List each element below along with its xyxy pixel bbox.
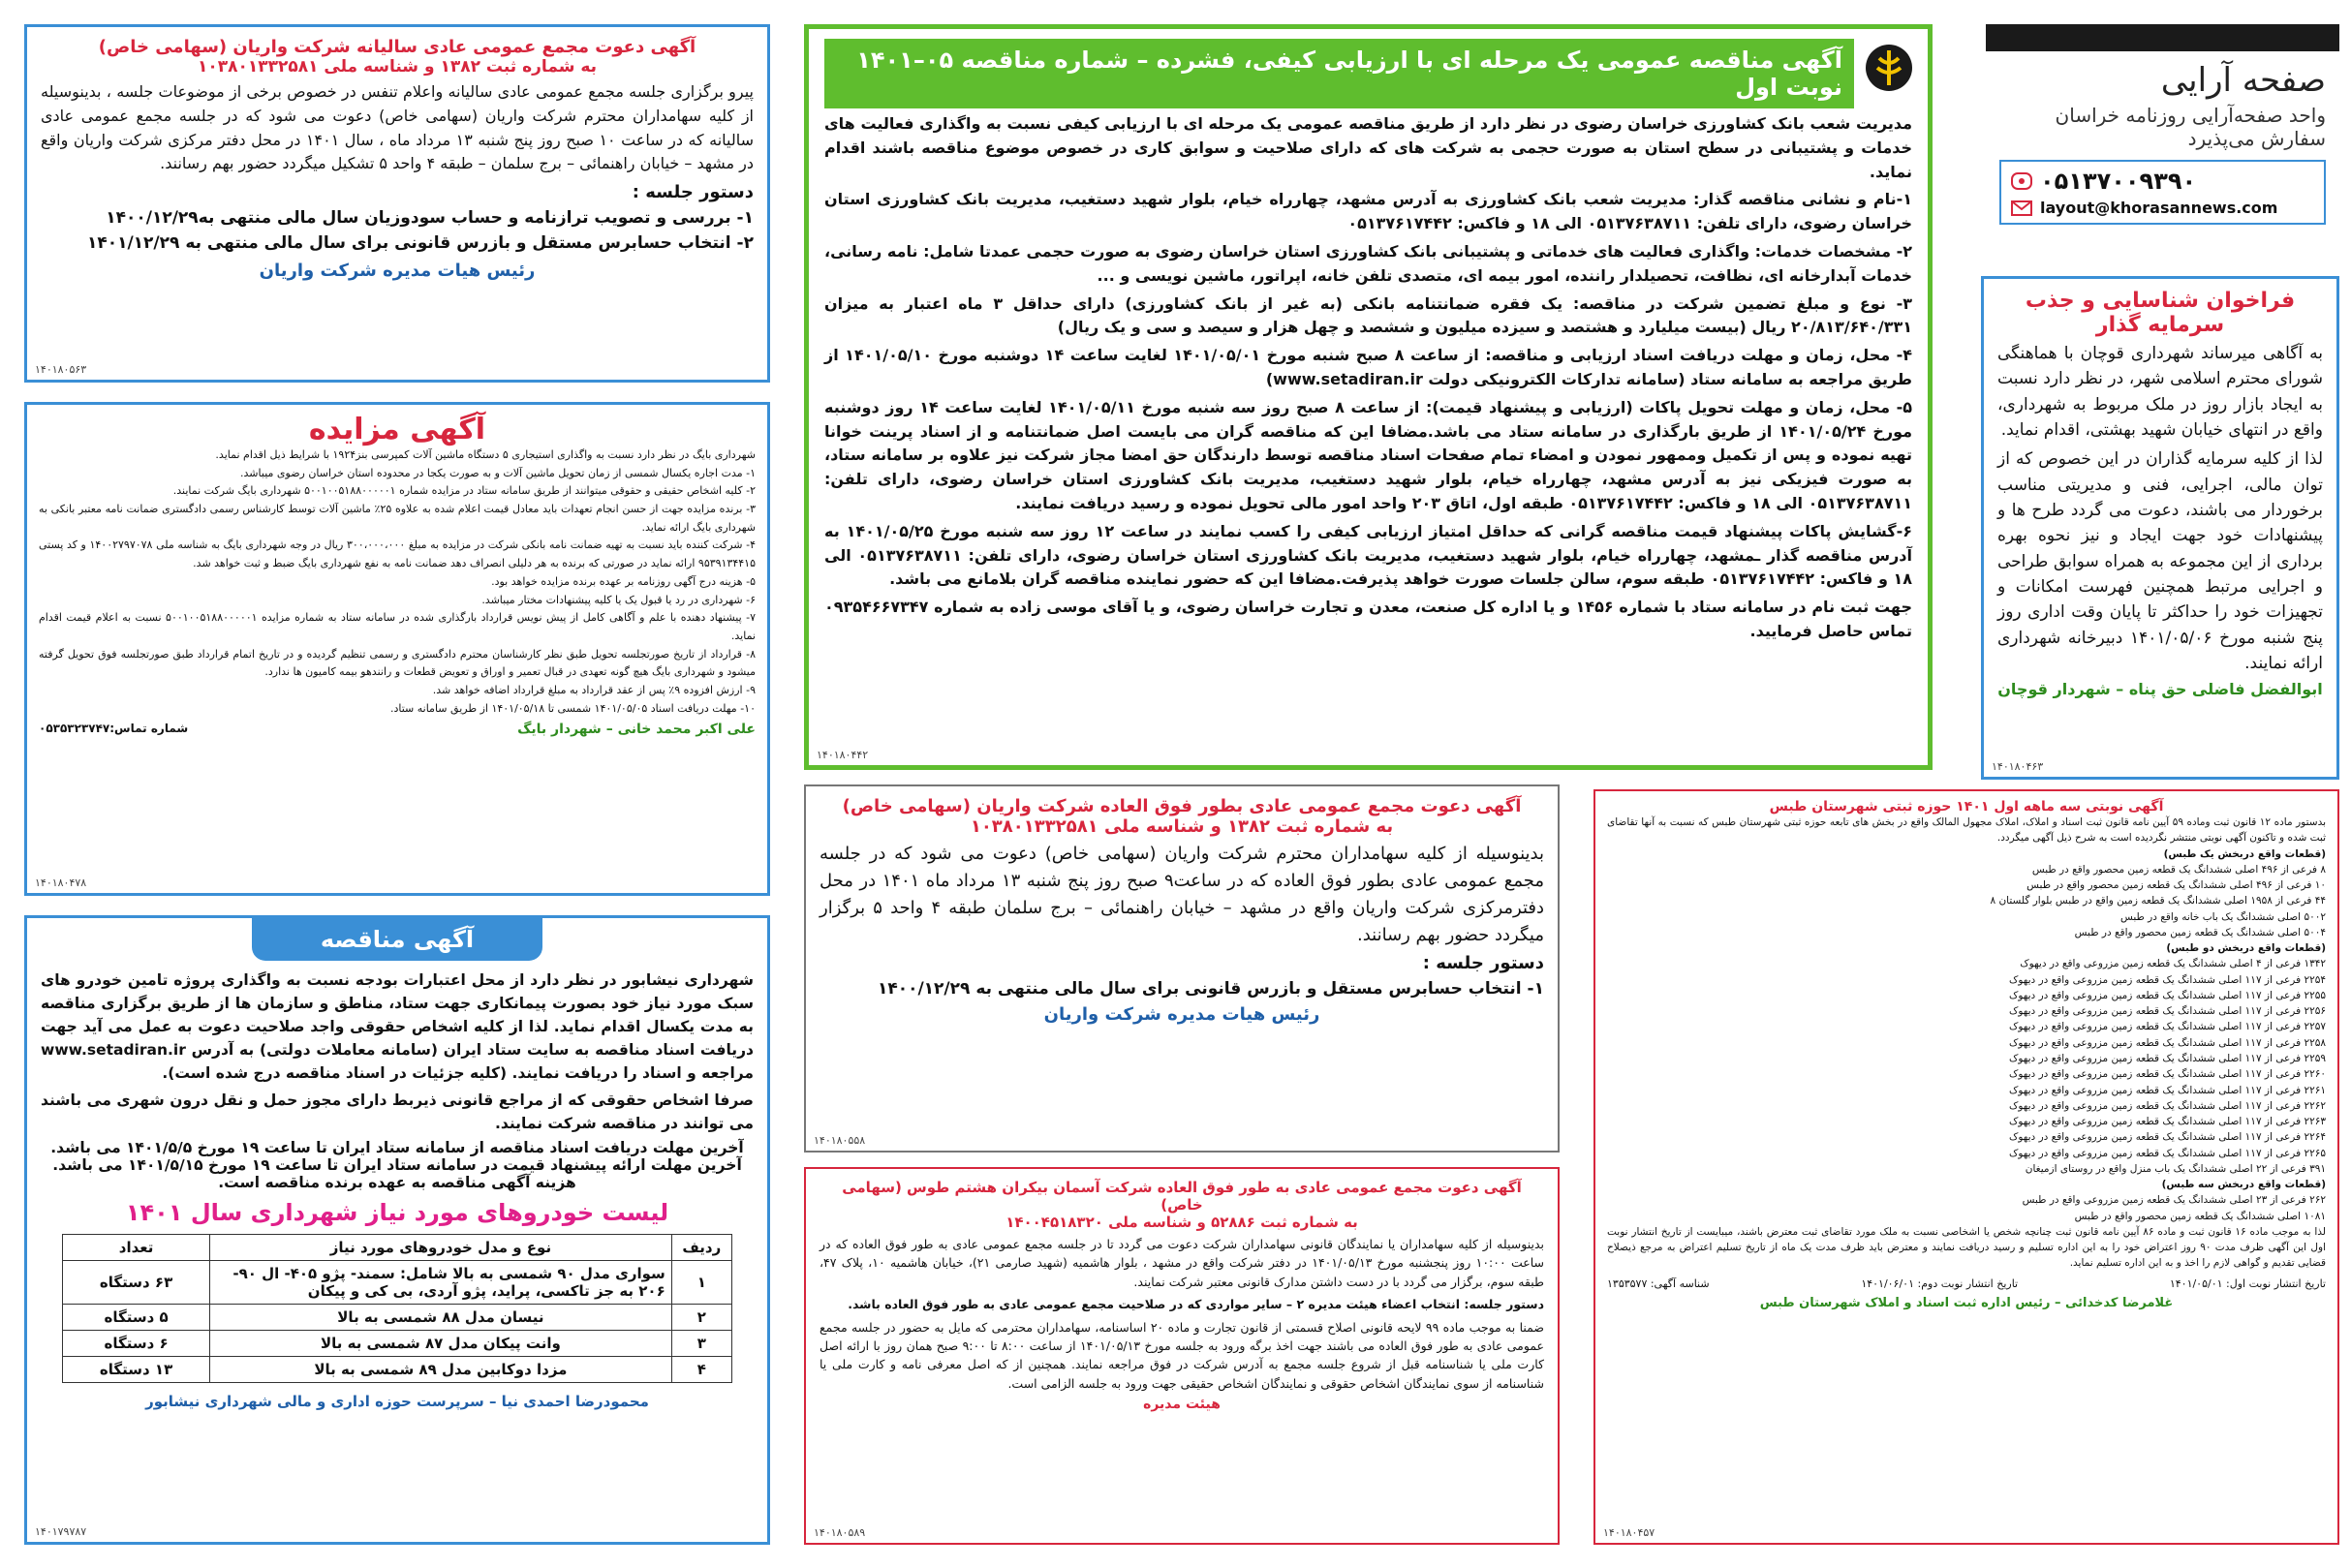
auction-line-6: ۶- شهرداری در رد یا قبول یک یا کلیه پیشنهادات مختار میباشد. [481, 593, 756, 606]
bank-logo-icon [1864, 43, 1914, 93]
aseman-ad [804, 1167, 1560, 1545]
phone-icon [2011, 170, 2032, 192]
auction-ad [24, 402, 770, 896]
neyshabur-tab [252, 918, 542, 961]
table-cell: ۶۳ دستگاه [63, 1261, 210, 1305]
list-item: ۱۰۸۱ اصلی ششدانگ یک قطعه زمین محصور واقع در طبس [2074, 1210, 2326, 1222]
list-item: ۱۳۴۲ فرعی از ۴ اصلی ششدانگ یک قطعه زمین مزروعی واقع در دیهوک [2020, 958, 2326, 970]
variyan-annual-title: آگهی دعوت مجمع عمومی عادی سالیانه شرکت واریان (سهامی خاص) [98, 37, 696, 57]
layout-ad-email[interactable]: layout@khorasannews.com [2040, 199, 2278, 217]
bank-footer: جهت ثبت نام در سامانه ستاد با شماره ۱۴۵۶ و یا اداره کل صنعت، معدن و تجارت خراسان رضوی، و یا آقای موسی زاده به شماره ۰۹۳۵۴۶۶۷۳۴۷ تماس حاصل فرمایید. [824, 598, 1912, 640]
investment-body-1: به آگاهی میرساند شهرداری قوچان با هماهنگی شورای محترم اسلامی شهر، در نظر دارد نسبت به ایجاد بازار روز در ملک مربوط به شهرداری، واقع در انتهای خیابان شهید بهشتی، اقدام نماید. [1997, 344, 2323, 441]
auction-intro: شهرداری بایگ در نظر دارد نسبت به واگذاری استیجاری ۵ دستگاه ماشین آلات کمپرسی بنز۱۹۲۴ با شرایط ذیل اقدام نماید. [215, 448, 756, 461]
list-item: ۵۰۰۲ اصلی ششدانگ یک باب خانه واقع در طبس [2119, 910, 2326, 923]
layout-ad-brand: صفحه آرایی [2160, 61, 2326, 100]
neyshabur-tender-ad [24, 915, 770, 1545]
aseman-body: بدینوسیله از کلیه سهامداران یا نمایندگان قانونی سهامداران شرکت دعوت می گردد تا در جلسه مجمع عمومی عادی به طور فوق العاده که در ساعت ۱۰:۰۰ روز پنجشنبه مورخ ۱۴۰۱/۰۵/۱۳ در دفتر شرکت واقع در مشهد ، بلوار هاشمیه (شهید صارمی ۲۱)، خیابان هاشمیه ۱۰، پلاک ۴۷، طبقه سوم، برگزار می گردد با در دست داشتن مدارک قانونی معتبر شرکت نمایند. [820, 1237, 1545, 1289]
table-cell: ۳ [671, 1331, 731, 1357]
variyan-annual-ad [24, 24, 770, 383]
tabas-section-3: (قطعات واقع دربخش سه طبس) [2161, 1179, 2326, 1191]
investment-signature: ابوالفضل فاضلی حق پناه – شهردار قوچان [1997, 680, 2323, 699]
layout-ad-header-bar [1986, 24, 2339, 51]
table-cell: سواری مدل ۹۰ شمسی به بالا شامل: سمند- پژو ۴۰۵- ال ۹۰- ۲۰۶ به جز تاکسی، پراید، پژو آردی، بی کی و پیکان [210, 1261, 672, 1305]
variyan-extra-code: ۱۴۰۱۸۰۵۵۸ [814, 1134, 866, 1147]
table-cell: مزدا دوکابین مدل ۸۹ شمسی به بالا [210, 1357, 672, 1383]
bank-code: ۱۴۰۱۸۰۴۴۲ [817, 749, 869, 761]
table-cell: وانت پیکان مدل ۸۷ شمسی به بالا [210, 1331, 672, 1357]
list-item: ۲۲۶۱ فرعی از ۱۱۷ اصلی ششدانگ یک قطعه زمین مزروعی واقع در دیهوک [2008, 1084, 2326, 1096]
tabas-date-2: تاریخ انتشار نوبت دوم: ۱۴۰۱/۰۶/۰۱ [1861, 1276, 2019, 1290]
list-item: ۲۲۶۰ فرعی از ۱۱۷ اصلی ششدانگ یک قطعه زمین مزروعی واقع در دیهوک [2008, 1068, 2326, 1081]
bank-item-6: ۶-گشایش پاکات پیشنهاد قیمت مناقصه گرانی که حداقل امتیاز ارزیابی کیفی را کسب نمایند در ساعت ۱۲ روز سه شنبه مورخ ۱۴۰۱/۰۵/۲۵ به آدرس مناقصه گذار ـمشهد، چهارراه خیام، بلوار شهید دستغیب، مدیریت بانک کشاورزی استان خراسان رضوی، دارای تلفن: ۰۵۱۳۷۶۳۸۷۱۱ الی ۱۸ و فاکس: ۰۵۱۳۷۶۱۷۴۴۲ طبقه سوم، سالن جلسات صورت خواهد پذیرفت.مضافا این که حضور نماینده مناقصه گران بلامانع می باشد. [824, 521, 1913, 589]
auction-line-5: ۵- هزینه درج آگهی روزنامه بر عهده برنده مزایده خواهد بود. [491, 574, 756, 588]
neyshabur-deadline-1: آخرین مهلت دریافت اسناد مناقصه از سامانه ستاد ایران تا ساعت ۱۹ مورخ ۱۴۰۱/۵/۵ می باشد. [50, 1139, 744, 1157]
variyan-extra-reg: به شماره ثبت ۱۳۸۲ و شناسه ملی ۱۰۳۸۰۱۳۳۲۵۸۱ [970, 816, 1394, 837]
list-item: ۲۲۵۹ فرعی از ۱۱۷ اصلی ششدانگ یک قطعه زمین مزروعی واقع در دیهوک [2008, 1052, 2326, 1064]
bank-item-3: ۳- نوع و مبلغ تضمین شرکت در مناقصه: یک فقره ضمانتنامه بانکی (به غیر از بانک کشاورزی) دارای حداقل ۳ ماه اعتبار به میزان ۲۰/۸۱۳/۶۴۰/۳۳۱ ریال (بیست میلیارد و هشتصد و سیزده میلیون و ششصد و چهل هزار و سیصد و سی و یک ریال) [824, 293, 1912, 337]
auction-line-9: ۹- ارزش افزوده ۹٪ پس از عقد قرارداد به مبلغ قرارداد اضافه خواهد شد. [432, 683, 756, 696]
neyshabur-note: صرفا اشخاص حقوقی که از مراجع قانونی ذیربط دارای مجوز حمل و نقل درون شهری می باشند می توانند در مناقصه شرکت نمایند. [41, 1091, 754, 1133]
auction-line-8: ۸- قرارداد از تاریخ صورتجلسه تحویل طبق نظر کارشناسان محترم دادگستری و رسمی تنظیم گردیده و در تاریخ اتمام قرارداد طبق صورتجلسه فوق تحویل گرفته میشود و شهرداری بایگ هیچ گونه تعهدی در قبال تعمیر و اوراق و تعویض قطعات و رانندهو بیمه کامیون ها ندارد. [39, 647, 756, 679]
table-header: تعداد [63, 1235, 210, 1261]
table-cell: ۴ [671, 1357, 731, 1383]
bank-title-bar [824, 39, 1854, 108]
table-cell: ۱ [671, 1261, 731, 1305]
table-row [63, 1305, 732, 1331]
layout-ad-line1: واحد صفحه‌آرایی روزنامه خراسان [2055, 104, 2326, 127]
neyshabur-list-title: لیست خودروهای مورد نیاز شهرداری سال ۱۴۰۱ [125, 1199, 669, 1227]
table-row [63, 1357, 732, 1383]
list-item: ۲۲۵۶ فرعی از ۱۱۷ اصلی ششدانگ یک قطعه زمین مزروعی واقع در دیهوک [2008, 1005, 2326, 1018]
list-item: ۲۲۶۳ فرعی از ۱۱۷ اصلی ششدانگ یک قطعه زمین مزروعی واقع در دیهوک [2008, 1116, 2326, 1128]
neyshabur-vehicle-table [62, 1234, 732, 1383]
list-item: ۳۹۱ فرعی از ۲۲ اصلی ششدانگ یک باب منزل واقع در روستای ازمیغان [2025, 1162, 2326, 1175]
aseman-code: ۱۴۰۱۸۰۵۸۹ [814, 1526, 866, 1539]
table-row [63, 1331, 732, 1357]
auction-line-3: ۳- برنده مزایده جهت از حسن انجام تعهدات باید معادل قیمت اعلام شده به علاوه ۲۵٪ ماشین آلات توسط کارشناس رسمی دادگستری ضمانت نامه معتبر بانکی به شهرداری بایگ ارائه نماید. [39, 503, 756, 534]
tabas-signature: غلامرضا کدخدائی – رئیس اداره ثبت اسناد و املاک شهرستان طبس [1759, 1295, 2174, 1310]
layout-ad-line2: سفارش می‌پذیرد [2187, 127, 2326, 150]
bank-tender-ad [804, 24, 1933, 770]
aseman-title: آگهی دعوت مجمع عمومی عادی به طور فوق العاده شرکت آسمان بیکران هشتم طوس (سهامی خاص) [842, 1179, 1522, 1214]
aseman-body-2: ضمنا به موجب ماده ۹۹ لایحه قانونی اصلاح قسمتی از قانون تجارت و ماده ۲۰ اساسنامه، سهامداران محترمی که مایل به حضور در جلسه مجمع عمومی عادی به طور فوق العاده می باشند جهت اخذ برگه ورود به جلسه مورخ ۱۴۰۱/۰۵/۱۳ از ساعت ۸:۰۰ تا ۹:۰۰ صبح همان روز با ارائه اصل کارت ملی یا شناسنامه قبل از شروع جلسه مجمع به آدرس شرکت در فوق مراجعه نمایند. همچنین از که اصل معرفی نامه و کارت ملی یا شناسنامه از سوی نمایندگان اشخاص حقوقی و نمایندگان اشخاص حقیقی جهت ورود به جلسه الزامی است. [820, 1319, 1545, 1391]
auction-line-10: ۱۰- مهلت دریافت اسناد ۱۴۰۱/۰۵/۰۵ شمسی تا ۱۴۰۱/۰۵/۱۸ از طریق سامانه ستاد. [389, 701, 756, 715]
tabas-code: ۱۴۰۱۸۰۴۵۷ [1603, 1526, 1655, 1539]
variyan-annual-code: ۱۴۰۱۸۰۵۶۳ [35, 363, 87, 376]
variyan-annual-agenda-1: ۱- بررسی و تصویب ترازنامه و حساب سودوزیان سال مالی منتهی به۱۴۰۰/۱۲/۲۹ [106, 208, 754, 229]
bank-item-1: ۱-نام و نشانی مناقصه گذار: مدیریت شعب بانک کشاورزی به آدرس مشهد، چهارراه خیام، بلوار شهید دستغیب، مدیریت بانک کشاورزی استان خراسان رضوی، دارای تلفن: ۰۵۱۳۷۶۳۸۷۱۱ الی ۱۸ و فاکس: ۰۵۱۳۷۶۱۷۴۴۲ [824, 190, 1912, 233]
tabas-section-1: (قطعات واقع دربخش یک طبس) [2163, 847, 2326, 860]
table-cell: ۶ دستگاه [63, 1331, 210, 1357]
auction-title: آگهی مزایده [308, 413, 486, 446]
investment-call-ad [1981, 276, 2339, 780]
bank-title: آگهی مناقصه عمومی یک مرحله ای با ارزیابی کیفی، فشرده – شماره مناقصه ۰۵–۱۴۰۱ نوبت اول [856, 46, 1842, 101]
bank-intro: مدیریت شعب بانک کشاورزی خراسان رضوی در نظر دارد از طریق مناقصه عمومی یک مرحله ای با ارزیابی کیفی نسبت به واگذاری فعالیت های خدمات و پشتیبانی در سطح استان به صورت حجمی به شرکت های که دارای صلاحیت و سوابق کاری در خصوص موضوع مناقصه باشند اقدام نماید. [824, 114, 1912, 181]
variyan-extra-ad [804, 784, 1560, 1153]
layout-ad-contact-box [1999, 160, 2326, 225]
variyan-extra-signature: رئیس هیات مدیره شرکت واریان [1043, 1003, 1320, 1025]
investment-code: ۱۴۰۱۸۰۴۶۳ [1992, 760, 2044, 773]
table-header: نوع و مدل خودروهای مورد نیاز [210, 1235, 672, 1261]
mail-icon [2011, 200, 2032, 216]
auction-line-1: ۱- مدت اجاره یکسال شمسی از زمان تحویل ماشین آلات و به صورت یکجا در محدوده استان خراسان رضوی میباشد. [240, 466, 756, 479]
list-item: ۲۲۵۷ فرعی از ۱۱۷ اصلی ششدانگ یک قطعه زمین مزروعی واقع در دیهوک [2008, 1021, 2326, 1033]
aseman-reg: به شماره ثبت ۵۲۸۸۶ و شناسه ملی ۱۴۰۰۴۵۱۸۳۲۰ [1005, 1214, 1358, 1231]
tabas-date-1: تاریخ انتشار نوبت اول: ۱۴۰۱/۰۵/۰۱ [2169, 1276, 2326, 1290]
tabas-section-2: (قطعات واقع دربخش دو طبس) [2166, 942, 2326, 955]
variyan-extra-agenda-title: دستور جلسه : [1422, 952, 1544, 973]
neyshabur-deadline-2: آخرین مهلت ارائه پیشنهاد قیمت در سامانه ستاد ایران تا ساعت ۱۹ مورخ ۱۴۰۱/۵/۱۵ می باشد. [52, 1156, 742, 1175]
aseman-agenda: دستور جلسه: انتخاب اعضاء هیئت مدیره ۲ – سایر مواردی که در صلاحیت مجمع عمومی عادی به طور فوق العاده باشد. [848, 1297, 1544, 1312]
list-item: ۱۰ فرعی از ۴۹۶ اصلی ششدانگ یک قطعه زمین محصور واقع در طبس [2026, 879, 2326, 892]
auction-signature: علی اکبر محمد خانی – شهردار بایگ [517, 722, 756, 738]
variyan-annual-agenda-2: ۲- انتخاب حسابرس مستقل و بازرس قانونی برای سال مالی منتهی به ۱۴۰۱/۱۲/۲۹ [86, 233, 754, 254]
table-header-row [63, 1235, 732, 1261]
list-item: ۲۶۲ فرعی از ۲۳ اصلی ششدانگ یک قطعه زمین مزروعی واقع در طبس [2022, 1194, 2326, 1207]
list-item: ۲۲۵۸ فرعی از ۱۱۷ اصلی ششدانگ یک قطعه زمین مزروعی واقع در دیهوک [2008, 1036, 2326, 1049]
list-item: ۴۴ فرعی از ۱۹۵۸ اصلی ششدانگ یک قطعه زمین واقع در طبس بلوار گلستان ۸ [1990, 895, 2326, 907]
list-item: ۲۲۵۵ فرعی از ۱۱۷ اصلی ششدانگ یک قطعه زمین مزروعی واقع در دیهوک [2008, 989, 2326, 1001]
bank-item-5: ۵- محل، زمان و مهلت تحویل پاکات (ارزیابی و پیشنهاد قیمت): از ساعت ۸ صبح روز سه شنبه مورخ ۱۴۰۱/۰۵/۱۱ لغایت ساعت ۱۴ روز دوشنبه مورخ ۱۴۰۱/۰۵/۲۴ از طریق بارگذاری در سامانه ستاد می باشد.مضافا این که مناقصه گران می بایست اصل ضمانتنامه و از اسناد پرینت خوانا تهیه نموده و پس از تکمیل وممهور نمودن و امضاء تمام صفحات اسناد مناقصه توسط دارندگان حق امضا مجاز شرکت نیز علاوه بر سامانه ستاد، به صورت فیزیکی نیز به آدرس مشهد، چهارراه خیام، بلوار شهید دستغیب، مدیریت بانک کشاورزی استان خراسان رضوی، دارای تلفن: ۰۵۱۳۷۶۳۸۷۱۱ الی ۱۸ و فاکس: ۰۵۱۳۷۶۱۷۴۴۲ طبقه اول، اتاق ۲۰۳ واحد امور مالی تحویل نموده و رسید دریافت نمایند. [824, 397, 1913, 512]
list-item: ۲۲۶۵ فرعی از ۱۱۷ اصلی ششدانگ یک قطعه زمین مزروعی واقع در دیهوک [2008, 1147, 2326, 1159]
table-row [63, 1261, 732, 1305]
table-cell: ۲ [671, 1305, 731, 1331]
variyan-annual-reg: به شماره ثبت ۱۳۸۲ و شناسه ملی ۱۰۳۸۰۱۳۳۲۵۸۱ [197, 57, 598, 77]
layout-ad-phone[interactable]: ۰۵۱۳۷۰۰۹۳۹۰ [2040, 168, 2197, 195]
variyan-annual-body: پیرو برگزاری جلسه مجمع عمومی عادی سالیانه واعلام تنفس در خصوص برخی از موضوعات جلسه ، بدینوسیله از کلیه سهامداران محترم شرکت واریان (سهامی خاص) دعوت می شود که در جلسه مجمع عمومی عادی سالیانه که در ساعت ۱۰ صبح روز پنج شنبه ۱۳ مرداد ماه ، سال ۱۴۰۱ در محل دفتر مرکزی شرکت واریان واقع در مشهد – خیابان راهنمائی – برج سلمان – طبقه ۴ واحد ۵ تشکیل میگردد حضور بهم رسانند. [41, 82, 755, 173]
neyshabur-code: ۱۴۰۱۷۹۷۸۷ [35, 1525, 87, 1538]
list-item: ۲۲۶۴ فرعی از ۱۱۷ اصلی ششدانگ یک قطعه زمین مزروعی واقع در دیهوک [2008, 1131, 2326, 1144]
neyshabur-cost: هزینه آگهی مناقصه به عهده برنده مناقصه است. [218, 1174, 576, 1192]
table-cell: ۵ دستگاه [63, 1305, 210, 1331]
auction-phone: شماره تماس:۰۵۳۵۳۲۳۷۴۷ [39, 722, 189, 736]
variyan-annual-signature: رئیس هیات مدیره شرکت واریان [259, 261, 536, 282]
bank-item-2: ۲- مشخصات خدمات: واگذاری فعالیت های خدماتی و پشتیبانی بانک کشاورزی استان خراسان رضوی به صورت حجمی عمدتا شامل: نامه رسانی، خدمات آبدارخانه ای، نظافت، تحصیلدار راننده، امور بیمه ای، متصدی تلفن خانه، اپراتور، ماشین نویسی و ... [824, 241, 1912, 285]
tabas-title: آگهی نوبتی سه ماهه اول ۱۴۰۱ حوزه ثبتی شهرستان طبس [1769, 799, 2164, 815]
list-item: ۸ فرعی از ۴۹۶ اصلی ششدانگ یک قطعه زمین محصور واقع در طبس [2031, 863, 2326, 876]
neyshabur-tab-label: آگهی مناقصه [320, 926, 475, 953]
variyan-extra-title: آگهی دعوت مجمع عمومی عادی بطور فوق العاده شرکت واریان (سهامی خاص) [842, 796, 1522, 816]
auction-line-7: ۷- پیشنهاد دهنده با علم و آگاهی کامل از پیش نویس قرارداد بارگذاری شده در سامانه ستاد به شماره مزایده ۵۰۰۱۰۰۵۱۸۸۰۰۰۰۰۱ نسبت به اعلام قیمت اقدام نماید. [39, 611, 757, 642]
aseman-signature: هیئت مدیره [1143, 1397, 1221, 1412]
tabas-registry-ad [1593, 789, 2339, 1545]
auction-line-2: ۲- کلیه اشخاص حقیقی و حقوقی میتوانند از طریق سامانه ستاد در مزایده شماره ۵۰۰۱۰۰۵۱۸۸۰۰۰۰۰۱ شهرداری بایگ شرکت نمایند. [172, 484, 756, 498]
bank-item-4: ۴- محل، زمان و مهلت دریافت اسناد ارزیابی و مناقصه: از ساعت ۸ صبح شنبه مورخ ۱۴۰۱/۰۵/۰۱ لغایت ساعت ۱۴ دوشنبه مورخ ۱۴۰۱/۰۵/۱۰ از طریق مراجعه به سامانه ستاد (سامانه تدارکات الکترونیکی دولت www.setadiran.ir) [824, 346, 1913, 388]
table-cell: نیسان مدل ۸۸ شمسی به بالا [210, 1305, 672, 1331]
tabas-id: شناسه آگهی: ۱۳۵۳۵۷۷ [1607, 1276, 1710, 1290]
investment-title: فراخوان شناسایی و جذب سرمایه گذار [2025, 289, 2296, 337]
table-header: ردیف [671, 1235, 731, 1261]
auction-line-4: ۴- شرکت کننده باید نسبت به تهیه ضمانت نامه بانکی شرکت در مزایده به مبلغ ۳۰۰،۰۰۰،۰۰۰ ریال در وجه شهرداری بایگ به شناسه ملی ۱۴۰۰۲۷۹۷۰۷۸ و کد پستی ۹۵۳۹۱۳۴۴۱۵ ارائه نماید در صورتی که برنده به هر دلیلی انصراف دهد ضمانت نامه به نفع شهرداری بایگ ضبط و ثبت خواهد شد. [39, 538, 756, 570]
tabas-intro: بدستور ماده ۱۲ قانون ثبت وماده ۵۹ آیین نامه قانون ثبت اسناد و املاک، املاک مجهول المالک واقع در بخش های تابعه حوزه ثبتی شهرستان طبس که نسبت به آنها تقاضای ثبت شده و تاکنون آگهی نوبتی منتشر نگردیده است به شرح ذیل آگهی میگردد. [1607, 816, 2326, 845]
neyshabur-body: شهرداری نیشابور در نظر دارد از محل اعتبارات بودجه نسبت به واگذاری پروژه تامین خودرو های سبک مورد نیاز خود بصورت پیمانکاری جهت ستاد، مناطق و سازمان ها از طریق برگزاری مناقصه به مدت یکسال اقدام نماید. لذا از کلیه اشخاص حقوقی واجد صلاحیت دعوت به عمل می آید جهت دریافت اسناد مناقصه به سایت ستاد ایران (سامانه معاملات دولتی) به آدرس www.setadiran.ir مراجعه و اسناد را دریافت نمایند. (کلیه جزئیات در اسناد مناقصه درج شده است). [41, 971, 754, 1083]
tabas-closing: لذا به موجب ماده ۱۶ قانون ثبت و ماده ۸۶ آیین نامه قانون ثبت چنانچه شخص یا اشخاصی نسبت به ملک مورد تقاضای ثبت معترض باشند، میبایست از تاریخ انتشار نوبت اول این آگهی ظرف مدت ۹۰ روز اعتراض خود را به این اداره تسلیم و رسید دریافت نمایند و معترض باید ظرف مدت یک ماه از تاریخ تسلیم اعتراض به مرجع ذیصلاح قضایی تقدیم و گواهی لازم را اخذ و به این اداره تسلیم نماید. [1607, 1225, 2327, 1270]
auction-code: ۱۴۰۱۸۰۴۷۸ [35, 876, 87, 889]
list-item: ۵۰۰۴ اصلی ششدانگ یک قطعه زمین محصور واقع در طبس [2074, 926, 2326, 938]
variyan-extra-agenda-1: ۱- انتخاب حسابرس مستقل و بازرس قانونی برای سال مالی منتهی به ۱۴۰۰/۱۲/۲۹ [877, 978, 1544, 999]
variyan-extra-body: بدینوسیله از کلیه سهامداران محترم شرکت واریان (سهامی خاص) دعوت می شود که در جلسه مجمع عمومی عادی بطور فوق العاده که در ساعت۹ صبح روز پنج شنبه ۱۳ مرداد ماه ۱۴۰۱ در محل دفترمرکزی شرکت واریان واقع در مشهد – خیابان راهنمائی – برج سلمان طبقه ۴ واحد ۵ برگزار میگردد حضور بهم رسانند. [820, 844, 1544, 945]
variyan-annual-agenda-title: دستور جلسه : [632, 182, 754, 203]
layout-ad-box [1986, 24, 2339, 247]
list-item: ۲۲۶۲ فرعی از ۱۱۷ اصلی ششدانگ یک قطعه زمین مزروعی واقع در دیهوک [2008, 1099, 2326, 1112]
list-item: ۲۲۵۴ فرعی از ۱۱۷ اصلی ششدانگ یک قطعه زمین مزروعی واقع در دیهوک [2008, 973, 2326, 986]
investment-body-2: لذا از کلیه سرمایه گذاران در این خصوص که از توان مالی، اجرایی، فنی و مدیریتی مناسب برخوردار می باشند، دعوت می گردد طرح ها و پیشنهادات خود جهت ایجاد و نیز نحوه بهره برداری از این مجموعه به همراه سوابق طراحی و اجرایی مرتبط همچنین فهرست امکانات و تجهیزات خود را حداکثر تا پایان وقت اداری روز پنج شنبه مورخ ۱۴۰۱/۰۵/۰۶ دبیرخانه شهرداری ارائه نمایند. [1997, 449, 2323, 674]
table-cell: ۱۳ دستگاه [63, 1357, 210, 1383]
neyshabur-signature: محمودرضا احمدی نیا – سرپرست حوزه اداری و مالی شهرداری نیشابور [145, 1393, 649, 1411]
